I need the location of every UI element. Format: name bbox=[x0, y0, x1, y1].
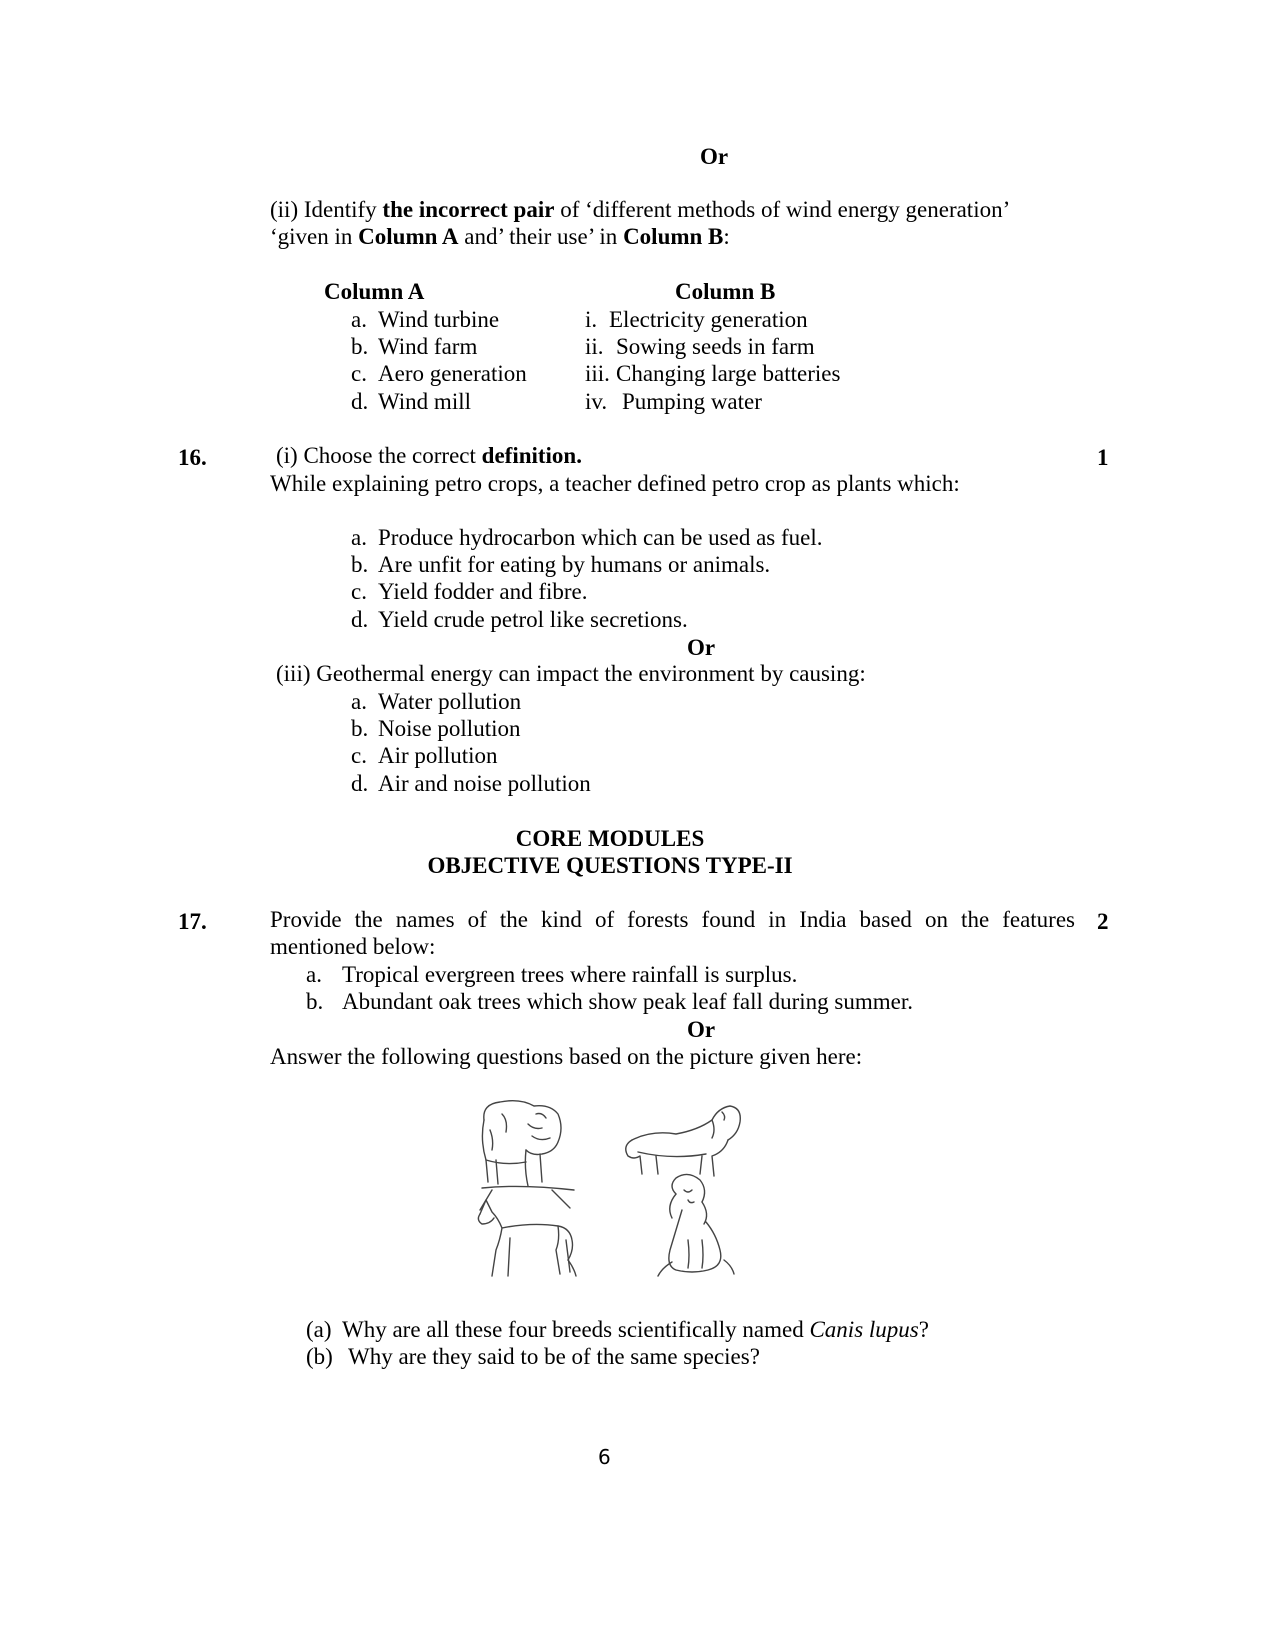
column-b-item-text: Changing large batteries bbox=[616, 361, 841, 386]
q17-sub-a-italic: Canis lupus bbox=[809, 1317, 919, 1342]
spaniel-puppy-drawing bbox=[658, 1174, 734, 1276]
q17-sub-a-post: ? bbox=[918, 1317, 929, 1342]
q17-item-text: Abundant oak trees which show peak leaf fall during summer. bbox=[342, 989, 914, 1014]
q17-stem-line1: Provide the names of the kind of forests found in India based on the features bbox=[270, 907, 1075, 932]
column-b-header: Column B bbox=[675, 279, 776, 304]
q16-option-text: Yield crude petrol like secretions. bbox=[378, 607, 688, 632]
column-a-item-text: Wind mill bbox=[378, 389, 471, 414]
column-b-item-text: Electricity generation bbox=[609, 307, 808, 332]
q17-item-marker: a. bbox=[306, 962, 322, 987]
q16-stem bbox=[276, 442, 582, 470]
column-b-item-marker: iii. bbox=[585, 361, 610, 386]
q15-stem-text: and’ their use’ in bbox=[458, 224, 624, 249]
q17-stem-line2: mentioned below: bbox=[270, 934, 436, 959]
q15-stem-bold: the incorrect pair bbox=[382, 197, 555, 222]
column-a-item bbox=[351, 306, 367, 334]
column-a-item bbox=[351, 360, 367, 388]
q17-item-text: Tropical evergreen trees where rainfall is surplus. bbox=[342, 962, 798, 987]
q16-option-text: Are unfit for eating by humans or animals. bbox=[378, 552, 771, 577]
column-b-item-marker: iv. bbox=[585, 389, 608, 414]
q16-alt-option-marker: b. bbox=[351, 716, 369, 741]
q15-stem-text: of ‘different methods of wind energy generation’ bbox=[554, 197, 1011, 222]
q16-stem-bold: definition. bbox=[481, 443, 582, 468]
q15-stem-line2 bbox=[270, 223, 730, 251]
question-number-17: 17. bbox=[178, 909, 207, 934]
or-label-q17: Or bbox=[687, 1017, 716, 1042]
item-marker: b. bbox=[351, 334, 369, 359]
column-b-item-marker: ii. bbox=[585, 334, 604, 359]
page-number: 6 bbox=[598, 1445, 611, 1469]
column-a-item-text: Wind turbine bbox=[378, 307, 500, 332]
q16-option-marker: a. bbox=[351, 525, 367, 550]
q16-alt-option-marker: c. bbox=[351, 743, 367, 768]
dog-breeds-illustration bbox=[462, 1090, 767, 1285]
column-b-item-text: Pumping water bbox=[622, 389, 762, 414]
retriever-drawing bbox=[626, 1106, 741, 1176]
or-label-q16: Or bbox=[687, 635, 716, 660]
question-number-16: 16. bbox=[178, 445, 207, 470]
q17-marks: 2 bbox=[1097, 909, 1109, 934]
section-subtitle: OBJECTIVE QUESTIONS TYPE-II bbox=[427, 853, 793, 878]
column-a-item bbox=[351, 333, 368, 361]
item-marker: a. bbox=[351, 307, 367, 332]
q17-item-marker: b. bbox=[306, 989, 324, 1014]
q16-alt-option-text: Water pollution bbox=[378, 689, 522, 714]
q16-line2: While explaining petro crops, a teacher defined petro crop as plants which: bbox=[270, 471, 960, 496]
q15-stem-text: : bbox=[723, 224, 730, 249]
q15-stem-text: ‘given in bbox=[270, 224, 359, 249]
q16-option-marker: c. bbox=[351, 579, 367, 604]
q17-sub-a-pre: Why are all these four breeds scientifically named bbox=[342, 1317, 810, 1342]
column-a-header: Column A bbox=[324, 279, 425, 304]
column-a-item-text: Wind farm bbox=[378, 334, 478, 359]
q16-alt-option-marker: d. bbox=[351, 771, 369, 796]
q16-option-text: Yield fodder and fibre. bbox=[378, 579, 588, 604]
q16-alt-option-text: Air pollution bbox=[378, 743, 498, 768]
column-b-item-marker: i. bbox=[585, 307, 598, 332]
q16-alt-stem: (iii) Geothermal energy can impact the environment by causing: bbox=[276, 661, 866, 686]
column-a-item-text: Aero generation bbox=[378, 361, 527, 386]
q16-alt-option-text: Air and noise pollution bbox=[378, 771, 591, 796]
q17-sub-a-marker: (a) bbox=[306, 1317, 332, 1342]
q16-alt-option-marker: a. bbox=[351, 689, 367, 714]
q16-option-text: Produce hydrocarbon which can be used as fuel. bbox=[378, 525, 823, 550]
greyhound-drawing bbox=[478, 1200, 576, 1276]
q15-stem-text: (ii) Identify bbox=[270, 197, 383, 222]
bulldog-drawing bbox=[480, 1101, 574, 1210]
q15-stem-line1 bbox=[270, 196, 1010, 224]
q16-option-marker: b. bbox=[351, 552, 369, 577]
or-label-q15: Or bbox=[700, 144, 729, 169]
q16-marks: 1 bbox=[1097, 445, 1109, 470]
q16-option-marker: d. bbox=[351, 607, 369, 632]
q15-stem-bold: Column B bbox=[623, 224, 724, 249]
column-a-item bbox=[351, 388, 368, 416]
q17-sub-b-text: Why are they said to be of the same species? bbox=[348, 1344, 760, 1369]
q15-stem-bold: Column A bbox=[358, 224, 459, 249]
item-marker: c. bbox=[351, 361, 367, 386]
q17-sub-b-marker: (b) bbox=[306, 1344, 333, 1369]
column-b-item-text: Sowing seeds in farm bbox=[616, 334, 815, 359]
q16-stem-text: (i) Choose the correct bbox=[276, 443, 482, 468]
item-marker: d. bbox=[351, 389, 369, 414]
q17-sub-a-text bbox=[342, 1316, 929, 1344]
q16-alt-option-text: Noise pollution bbox=[378, 716, 521, 741]
q17-alt-intro: Answer the following questions based on the picture given here: bbox=[270, 1044, 863, 1069]
section-title: CORE MODULES bbox=[515, 826, 705, 851]
